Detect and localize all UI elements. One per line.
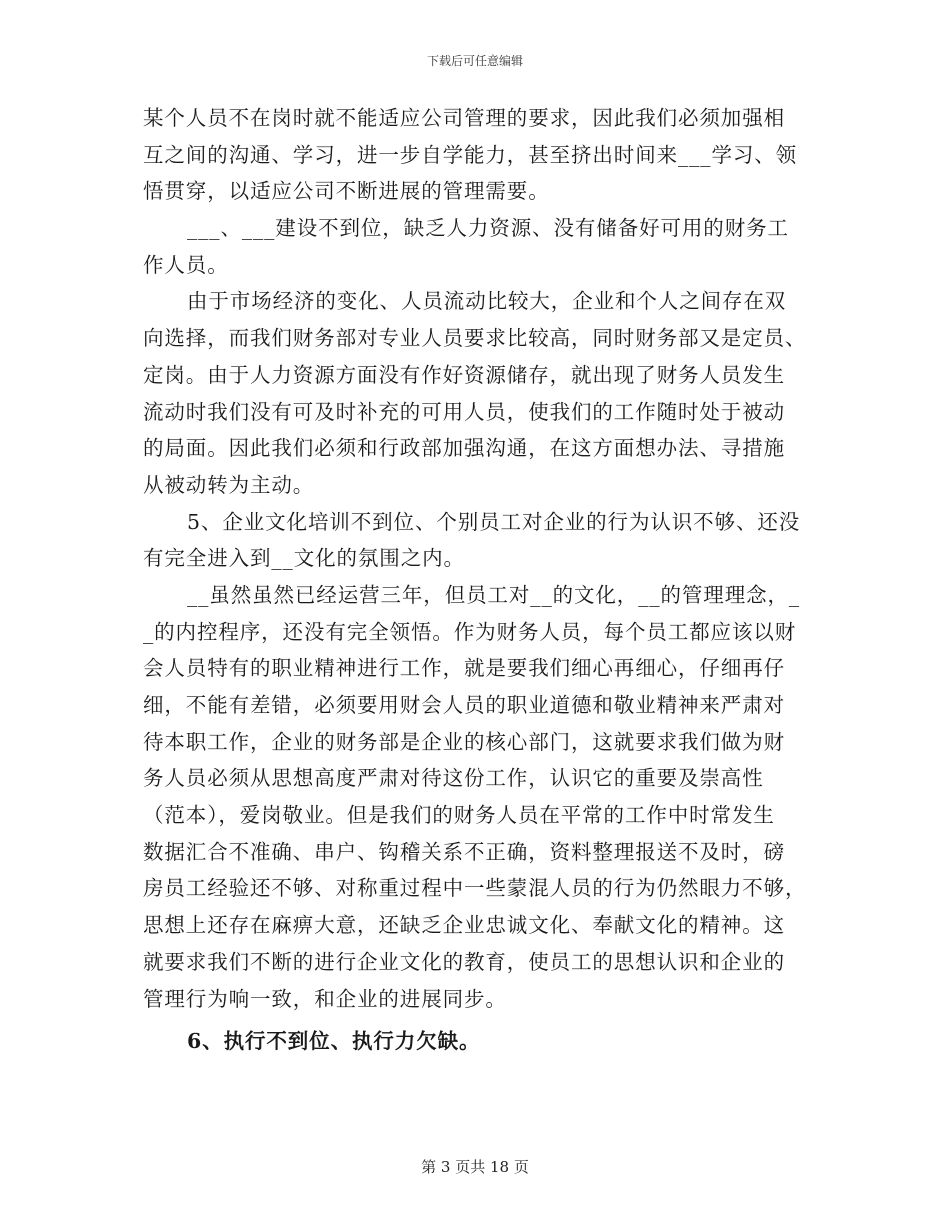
paragraph-line: 会人员特有的职业精神进行工作，就是要我们细心再细心，仔细再仔 — [143, 656, 785, 681]
paragraph-line: 从被动转为主动。 — [143, 472, 315, 497]
document-body — [143, 100, 811, 1061]
paragraph-line: _的内控程序，还没有完全领悟。作为财务人员，每个员工都应该以财 — [143, 619, 797, 644]
section-heading: 6、执行不到位、执行力欠缺。 — [187, 1029, 481, 1054]
paragraph — [143, 210, 811, 283]
paragraph-line: 流动时我们没有可及时补充的可用人员，使我们的工作随时处于被动 — [143, 399, 785, 424]
paragraph-line: 管理行为响一致，和企业的进展同步。 — [143, 986, 507, 1011]
paragraph-line: 细，不能有差错，必须要用财会人员的职业道德和敬业精神来严肃对 — [143, 693, 785, 717]
paragraph-line: 思想上还存在麻痹大意，还缺乏企业忠诚文化、奉献文化的精神。这 — [143, 913, 785, 938]
paragraph-line: 数据汇合不准确、串户、钩稽关系不正确，资料整理报送不及时，磅 — [143, 839, 785, 864]
paragraph-line: 待本职工作，企业的财务部是企业的核心部门，这就要求我们做为财 — [143, 729, 785, 754]
paragraph-line: ___、___建设不到位，缺乏人力资源、没有储备好可用的财务工 — [187, 216, 789, 241]
paragraph — [143, 504, 811, 577]
paragraph-line: 房员工经验还不够、对称重过程中一些蒙混人员的行为仍然眼力不够， — [143, 876, 807, 901]
paragraph-line: 悟贯穿，以适应公司不断进展的管理需要。 — [143, 179, 550, 204]
paragraph-line: （范本），爱岗敬业。但是我们的财务人员在平常的工作中时常发生 — [143, 803, 775, 828]
paragraph-line: __虽然虽然已经运营三年，但员工对__的文化，__的管理理念，_ — [187, 582, 801, 607]
paragraph-line: 某个人员不在岗时就不能适应公司管理的要求，因此我们必须加强相 — [143, 106, 785, 130]
page-footer: 第 3 页共 18 页 — [421, 1158, 529, 1176]
paragraph-line: 的局面。因此我们必须和行政部加强沟通，在这方面想办法、寻措施 — [143, 436, 785, 461]
paragraph — [143, 283, 811, 503]
paragraph — [143, 577, 811, 1017]
paragraph-line: 互之间的沟通、学习，进一步自学能力，甚至挤出时间来___学习、领 — [143, 142, 798, 167]
paragraph-line: 有完全进入到__文化的氛围之内。 — [143, 546, 465, 571]
paragraph — [143, 100, 811, 210]
paragraph-line: 定岗。由于人力资源方面没有作好资源储存，就出现了财务人员发生 — [143, 362, 785, 387]
paragraph-line: 5、企业文化培训不到位、个别员工对企业的行为认识不够、还没 — [187, 509, 801, 534]
paragraph-line: 就要求我们不断的进行企业文化的教育，使员工的思想认识和企业的 — [143, 949, 785, 974]
paragraph-line: 向选择，而我们财务部对专业人员要求比较高，同时财务部又是定员、 — [143, 326, 807, 351]
paragraph-line: 作人员。 — [143, 252, 229, 277]
page-header: 下载后可任意编辑 — [426, 54, 523, 68]
paragraph-line: 务人员必须从思想高度严肃对待这份工作，认识它的重要及崇高性 — [143, 766, 764, 791]
paragraph-line: 由于市场经济的变化、人员流动比较大，企业和个人之间存在双 — [187, 289, 787, 314]
